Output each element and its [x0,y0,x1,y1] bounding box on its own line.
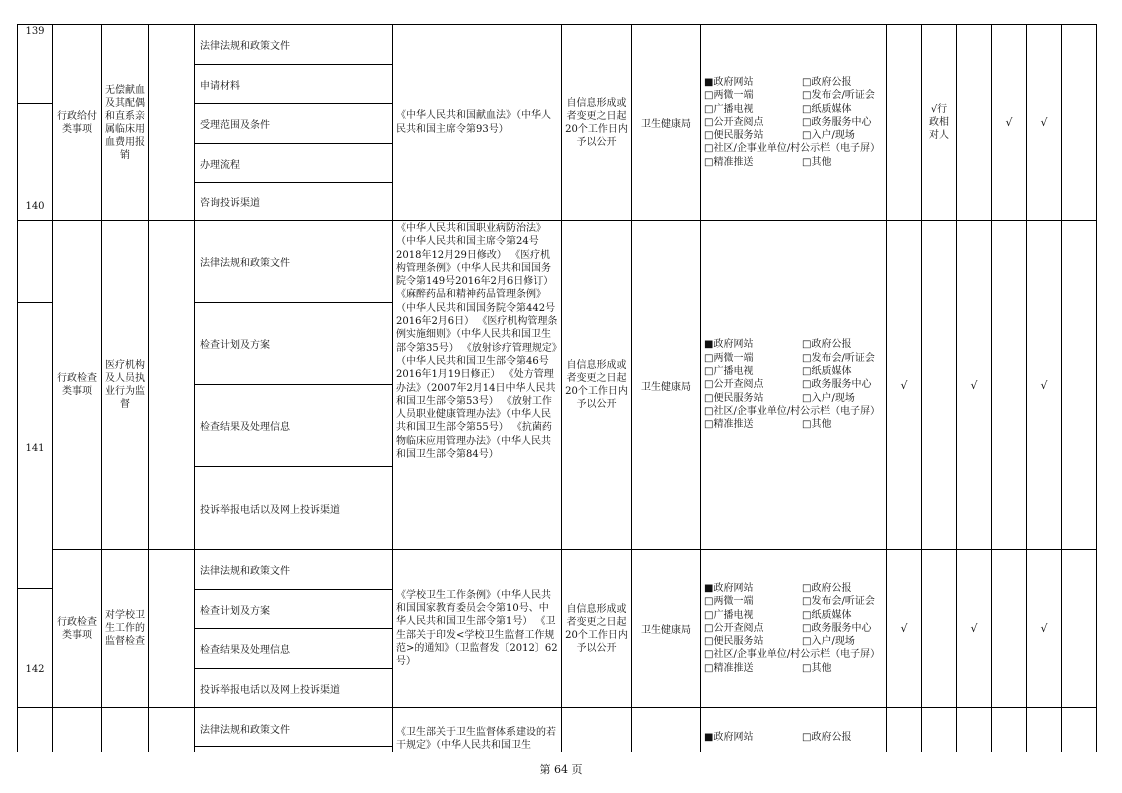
channel-row: □便民服务站 □入户/现场 [704,130,855,142]
department-cell [631,220,701,550]
row-number: 140 [25,201,45,212]
item-cell [101,24,149,221]
legal-basis-cell [392,220,562,550]
legal-basis-text: 《学校卫生工作条例》（中华人民共和国国家教育委员会令第10号、中华人民共和国卫生部令第1号） 《卫生部关于印发<学校卫生监督工作规范>的通知》（卫监督发〔2012〕62号） [396,589,558,668]
content-item: 检查计划及方案 [194,589,393,629]
blank-cell [148,220,195,550]
category-cell [52,24,102,221]
content-item-text: 办理流程 [200,159,240,171]
legal-basis-text: 《中华人民共和国职业病防治法》（中华人民共和国主席令第24号2018年12月29日修改） 《医疗机构管理条例》（中华人民共和国国务院令第149号2016年2月6日修订） 《麻醉药品和精神药品管理条例》（中华人民共和国国务院令第442号2016年2月6日） 《医疗机构管理条例实施细则》（中华人民共和国卫生部令第35号） 《放射诊疗管理规定》（中华人民共和国卫生部令第46号2016年1月19日修正） 《处方管理办法》（2007年2月14日中华人民共和国卫生部令第53号） 《放射工作人员职业健康管理办法》（中华人民共和国卫生部令第55号） 《抗菌药物临床应用管理办法》（中华人民共和国卫生部令第84号） [396,223,558,461]
channels-cell [700,24,887,221]
channel-row: ■政府网站 □政府公报 [704,582,852,594]
time-limit-text: 自信息形成或 者变更之日起 20个工作日内 予以公开 [565,603,628,654]
category-cell [52,220,102,550]
channel-row: ■政府网站 □政府公报 [704,732,852,743]
time-limit-text: 自信息形成或 者变更之日起 20个工作日内 予以公开 [565,360,628,410]
mark-cell: √ [991,24,1027,221]
mark-cell: √行 政相 对人 [921,24,957,221]
channel-row: □两微一端 □发布会/听证会 [704,352,875,364]
time-limit-text: 自信息形成或 者变更之日起 20个工作日内 予以公开 [565,97,628,148]
content-item: 检查结果及处理信息 [194,628,393,669]
content-item: 检查结果及处理信息 [194,384,393,467]
channel-row: □精准推送 □其他 [704,662,832,674]
channel-row: □广播电视 □纸质媒体 [704,366,852,378]
channel-row: ■政府网站 □政府公报 [704,339,852,351]
category-text: 行政检查 类事项 [57,373,97,397]
category-cell [52,549,102,708]
mark-cell [921,549,957,708]
content-item: 法律法规和政策文件 [194,549,393,590]
channel-row: □两微一端 □发布会/听证会 [704,596,875,608]
legal-basis-cell [392,549,562,708]
department-text: 卫生健康局 [641,625,691,636]
content-item-text: 受理范围及条件 [200,120,270,131]
mark-cell: √ [1026,24,1062,221]
content-item [194,64,393,104]
content-item [194,103,393,144]
row-number: 139 [25,26,45,37]
item-text: 无偿献血 及其配偶 和直系亲 属临床用 血费用报 销 [105,84,145,161]
legal-basis-text: 《卫生部关于卫生监督体系建设的若干规定》（中华人民共和国卫生 [396,727,556,752]
mark-cell [956,24,992,221]
content-item [194,24,393,65]
mark-cell: √ [1026,220,1062,550]
channels-cell [700,549,887,708]
department-cell [631,549,701,708]
content-item [194,143,393,183]
content-item-text: 法律法规和政策文件 [200,41,290,52]
channel-row: □公开查阅点 □政务服务中心 [704,622,872,634]
mark-cell [886,24,922,221]
item-text: 医疗机构 及人员执 业行为监 督 [105,360,145,410]
row-number: 141 [25,443,45,454]
row-number: 142 [25,664,45,675]
row-number-cell [17,588,53,708]
legal-basis-text: 《中华人民共和国献血法》（中华人民共和国主席令第93号） [396,110,551,135]
mark-cell [1061,549,1097,708]
item-cell [101,220,149,550]
mark-cell: √ [886,549,922,708]
channel-row-wide: □社区/企事业单位/村公示栏（电子屏） [704,143,881,155]
mark-cell [1061,220,1097,550]
channels-cell [700,220,887,550]
mark-cell [1061,24,1097,221]
mark-cell: √ [886,220,922,550]
content-item-text: 申请材料 [200,80,240,92]
channel-row: □便民服务站 □入户/现场 [704,636,855,648]
channel-row: □精准推送 □其他 [704,156,832,168]
content-item: 法律法规和政策文件 [194,707,393,747]
channel-row: □公开查阅点 □政务服务中心 [704,116,872,128]
row-number-cell [17,220,53,303]
channel-row: □精准推送 □其他 [704,419,832,431]
content-item: 检查计划及方案 [194,302,393,385]
page-footer: 第 64 页 [539,763,583,776]
department-text: 卫生健康局 [641,119,691,130]
content-item: 投诉举报电话以及网上投诉渠道 [194,668,393,708]
mark-cell: √ [956,549,992,708]
channel-row: □便民服务站 □入户/现场 [704,392,855,404]
time-limit-cell [561,549,632,708]
category-text: 行政给付 类事项 [57,110,97,135]
channel-row-wide: □社区/企事业单位/村公示栏（电子屏） [704,405,881,417]
blank-cell [148,24,195,221]
time-limit-cell [561,220,632,550]
channel-row: □两微一端 □发布会/听证会 [704,90,875,102]
channel-row: □广播电视 □纸质媒体 [704,103,852,115]
mark-cell: √ [956,220,992,550]
time-limit-cell [561,24,632,221]
content-item [194,182,393,221]
channel-row: □公开查阅点 □政务服务中心 [704,379,872,391]
content-item: 法律法规和政策文件 [194,220,393,303]
department-text: 卫生健康局 [641,381,691,393]
legal-basis-cell [392,24,562,221]
blank-cell [148,549,195,708]
channel-row: ■政府网站 □政府公报 [704,76,852,88]
mark-cell [991,549,1027,708]
item-text: 对学校卫 生工作的 监督检查 [105,610,145,647]
content-item: 投诉举报电话以及网上投诉渠道 [194,466,393,550]
department-cell [631,24,701,221]
mark-cell [921,220,957,550]
channel-row: □广播电视 □纸质媒体 [704,609,852,621]
mark-cell [991,220,1027,550]
content-item-text: 咨询投诉渠道 [200,198,260,209]
category-text: 行政检查 类事项 [57,616,97,641]
item-cell [101,549,149,708]
channel-row-wide: □社区/企事业单位/村公示栏（电子屏） [704,649,881,661]
mark-cell: √ [1026,549,1062,708]
